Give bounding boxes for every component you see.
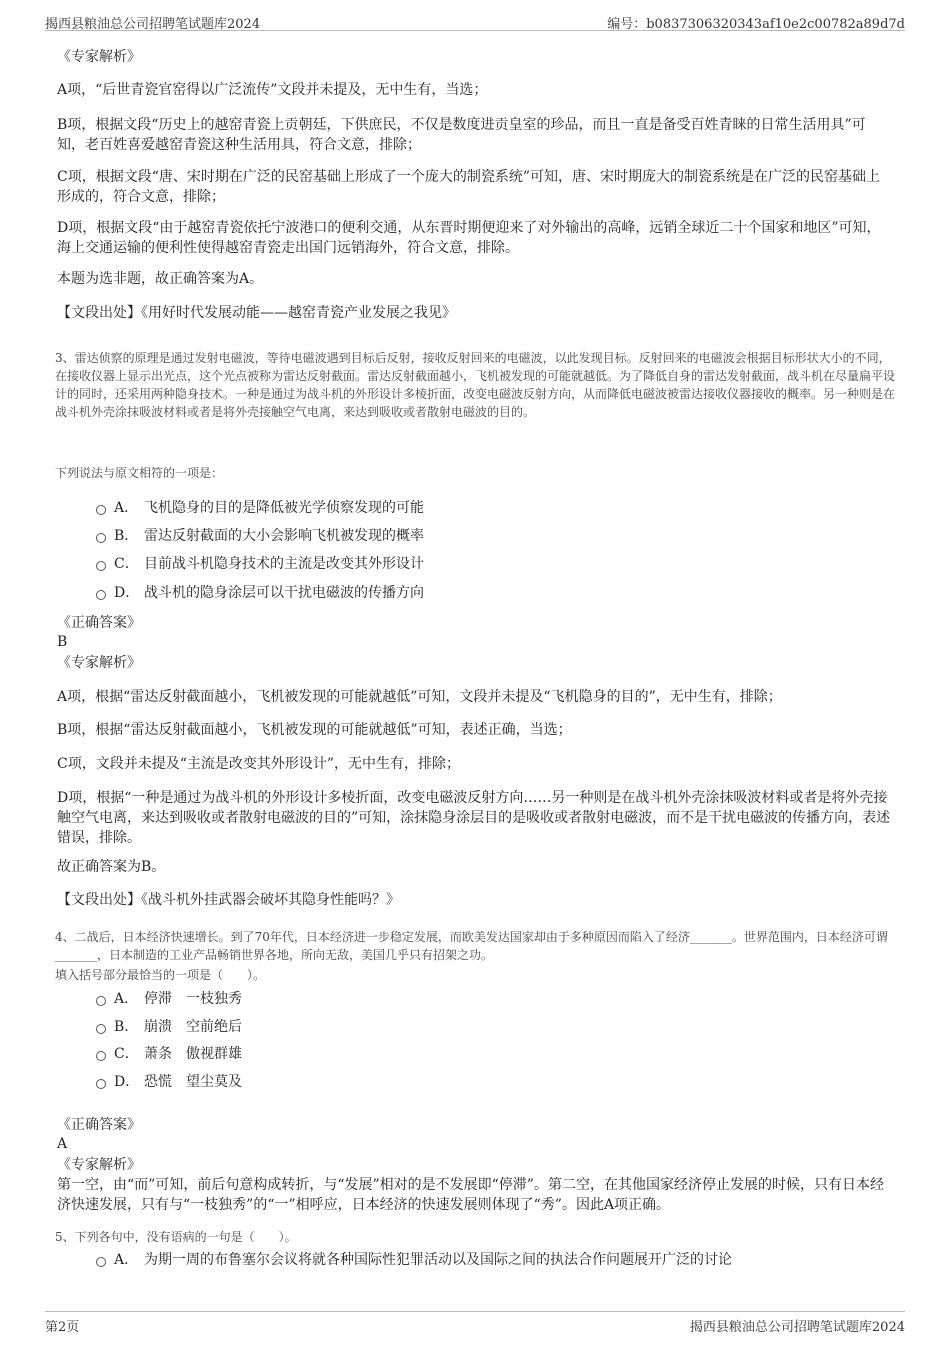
q5-stem: 5、下列各句中，没有语病的一句是（ ）。 bbox=[55, 1230, 297, 1244]
q5-option-a[interactable]: A． 为期一周的布鲁塞尔会议将就各种国际性犯罪活动以及国际之间的执法合作问题展开广泛的讨论 bbox=[96, 1250, 732, 1270]
page-header bbox=[45, 10, 905, 31]
radio-icon[interactable] bbox=[96, 533, 106, 543]
radio-icon[interactable] bbox=[96, 1024, 106, 1034]
q2-analysis-c: C项，根据文段“唐、宋时期在广泛的民窑基础上形成了一个庞大的制瓷系统”可知，唐、宋时期庞大的制瓷系统是在广泛的民窑基础上形成的，符合文意，排除； bbox=[57, 169, 881, 205]
radio-icon[interactable] bbox=[96, 1257, 106, 1267]
q4-option-c[interactable]: C． 萧条 傲视群雄 bbox=[96, 1044, 242, 1064]
radio-icon[interactable] bbox=[96, 1079, 106, 1089]
q4-expert-title: 《专家解析》 bbox=[57, 1157, 141, 1173]
radio-icon[interactable] bbox=[96, 996, 106, 1006]
q4-option-b[interactable]: B． 崩溃 空前绝后 bbox=[96, 1017, 242, 1037]
q4-option-a[interactable]: A． 停滞 一枝独秀 bbox=[96, 989, 242, 1009]
radio-icon[interactable] bbox=[96, 590, 106, 600]
radio-icon[interactable] bbox=[96, 505, 106, 515]
q2-conclusion: 本题为选非题，故正确答案为A。 bbox=[57, 271, 264, 287]
q3-answer-title: 《正确答案》 bbox=[57, 615, 141, 631]
q4-passage: 4、二战后，日本经济快速增长。到了70年代，日本经济进一步稳定发展，而欧美发达国家却由于多种原因而陷入了经济_______。世界范围内，日本经济可谓_______，日本制造的工业产品畅销世界各地，所向无敌，美国几乎只有招架之功。 bbox=[55, 930, 888, 962]
q2-analysis-a: A项，“后世青瓷官窑得以广泛流传”文段并未提及，无中生有，当选； bbox=[57, 82, 488, 98]
q4-answer: A bbox=[57, 1136, 68, 1152]
page-footer bbox=[45, 1311, 905, 1334]
q3-analysis-b: B项，根据“雷达反射截面越小，飞机被发现的可能就越低”可知，表述正确，当选； bbox=[57, 722, 572, 738]
q3-option-d[interactable]: D． 战斗机的隐身涂层可以干扰电磁波的传播方向 bbox=[96, 583, 424, 603]
q3-passage: 3、雷达侦察的原理是通过发射电磁波，等待电磁波遇到目标后反射，接收反射回来的电磁波，以此发现目标。反射回来的电磁波会根据目标形状大小的不同，在接收仪器上显示出光点，这个光点被称为雷达反射截面。雷达反射截面越小，飞机被发现的可能就越低。为了降低自身的雷达发射截面，战斗机在尽量扁平设计的同时，还采用两种隐身技术。一种是通过为战斗机的外形设计多棱折面，改变电磁波反射方向，从而降低电磁波被雷达接收仪器接收的概率。另一种则是在战斗机外壳涂抹吸波材料或者是将外壳接触空气电离，来达到吸收或者散射电磁波的目的。 bbox=[55, 351, 896, 419]
q2-analysis-b: B项，根据文段“历史上的越窑青瓷上贡朝廷，下供庶民，不仅是数度进贡皇室的珍品，而且一直是备受百姓青睐的日常生活用具”可知，老百姓喜爱越窑青瓷这种生活用具，符合文意，排除； bbox=[57, 117, 866, 153]
q3-source: 【文段出处】《战斗机外挂武器会破坏其隐身性能吗？》 bbox=[57, 892, 400, 908]
q2-source: 【文段出处】《用好时代发展动能——越窑青瓷产业发展之我见》 bbox=[57, 305, 456, 321]
q4-answer-title: 《正确答案》 bbox=[57, 1117, 141, 1133]
q2-analysis-d: D项，根据文段“由于越窑青瓷依托宁波港口的便利交通，从东晋时期便迎来了对外输出的高峰，远销全球近二十个国家和地区”可知，海上交通运输的便利性使得越窑青瓷走出国门远销海外，符合文意，排除。 bbox=[57, 220, 881, 256]
q3-option-c[interactable]: C． 目前战斗机隐身技术的主流是改变其外形设计 bbox=[96, 554, 424, 574]
q3-conclusion: 故正确答案为B。 bbox=[57, 859, 166, 875]
header-title: 揭西县粮油总公司招聘笔试题库2024 bbox=[45, 17, 261, 32]
q2-expert-title: 《专家解析》 bbox=[57, 49, 141, 65]
radio-icon[interactable] bbox=[96, 561, 106, 571]
q3-expert-title: 《专家解析》 bbox=[57, 655, 141, 671]
radio-icon[interactable] bbox=[96, 1051, 106, 1061]
q3-option-a[interactable]: A． 飞机隐身的目的是降低被光学侦察发现的可能 bbox=[96, 498, 424, 518]
q3-analysis-a: A项，根据“雷达反射截面越小，飞机被发现的可能就越低”可知，文段并未提及“飞机隐身的目的”，无中生有，排除； bbox=[57, 689, 782, 705]
q3-analysis-d: D项，根据“一种是通过为战斗机的外形设计多棱折面，改变电磁波反射方向……另一种则是在战斗机外壳涂抹吸波材料或者是将外壳接触空气电离，来达到吸收或者散射电磁波的目的”可知，涂抹隐身涂层目的是吸收或者散射电磁波，而不是干扰电磁波的传播方向，表述错误，排除。 bbox=[57, 790, 891, 846]
q3-option-b[interactable]: B． 雷达反射截面的大小会影响飞机被发现的概率 bbox=[96, 526, 424, 546]
footer-title: 揭西县粮油总公司招聘笔试题库2024 bbox=[689, 1320, 905, 1335]
q4-option-d[interactable]: D． 恐慌 望尘莫及 bbox=[96, 1072, 242, 1092]
q4-stem: 填入括号部分最恰当的一项是（ ）。 bbox=[55, 968, 266, 982]
header-doc-id: 编号：b0837306320343af10e2c00782a89d7d bbox=[607, 17, 905, 32]
q3-stem: 下列说法与原文相符的一项是： bbox=[55, 466, 224, 480]
q4-analysis: 第一空，由“而”可知，前后句意构成转折，与“发展”相对的是不发展即“停滞”。第二空，在其他国家经济停止发展的时候，只有日本经济快速发展，只有与“一枝独秀”的“一”相呼应，日本经济的快速发展则体现了“秀”。因此A项正确。 bbox=[57, 1177, 884, 1213]
q3-analysis-c: C项，文段并未提及“主流是改变其外形设计”，无中生有，排除； bbox=[57, 756, 461, 772]
q3-answer: B bbox=[57, 634, 68, 650]
footer-page-number: 第2页 bbox=[45, 1320, 80, 1335]
